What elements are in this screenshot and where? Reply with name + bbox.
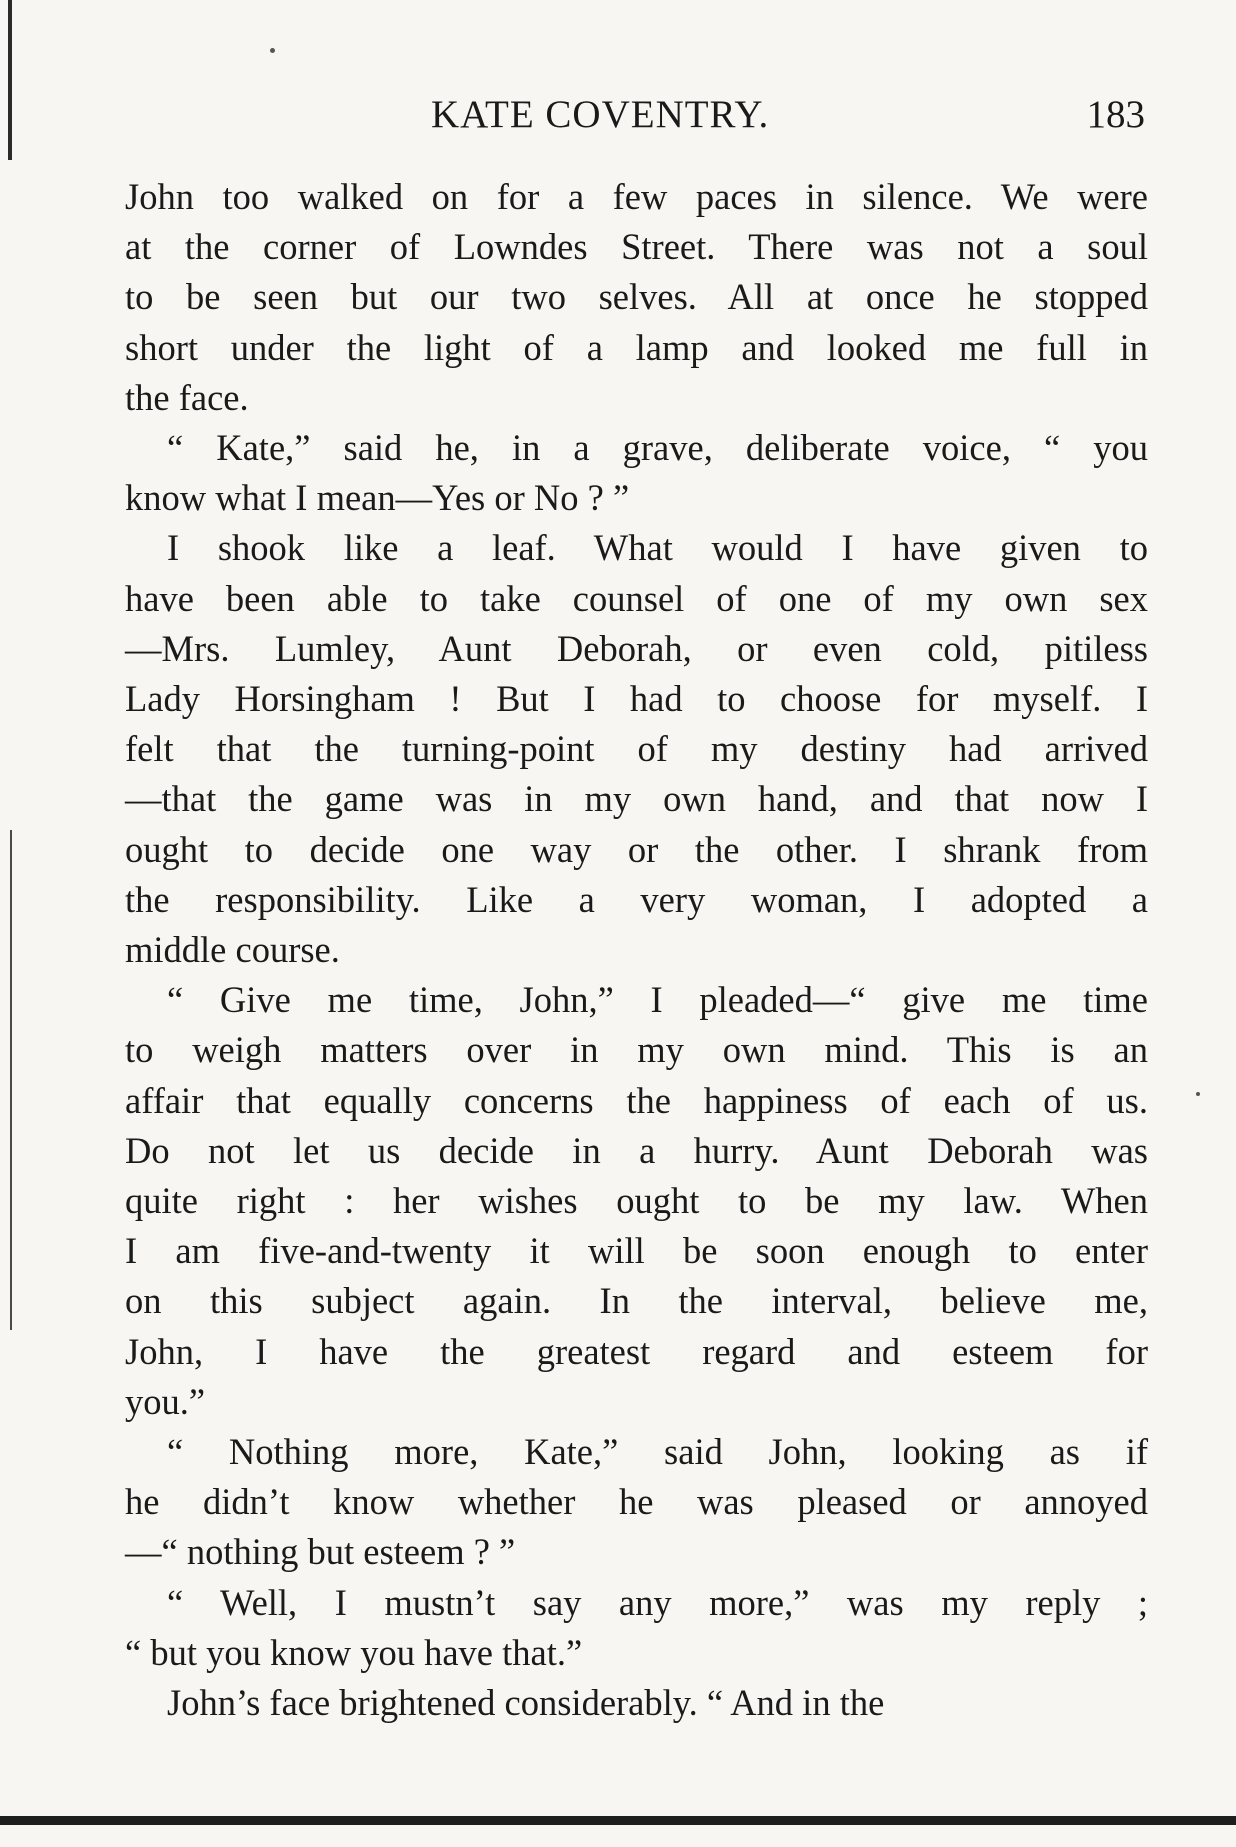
text-line: you.” xyxy=(125,1380,206,1422)
page-header xyxy=(125,92,1145,138)
text-line: “ Kate,” said he, in a grave, deliberate voice, “ you xyxy=(167,427,1148,469)
print-speck xyxy=(270,48,275,53)
page-bottom-edge xyxy=(0,1816,1236,1825)
text-line: John too walked on for a few paces in silence. We were xyxy=(125,176,1148,217)
text-line: —“ nothing but esteem ? ” xyxy=(125,1531,516,1573)
page-number: 183 xyxy=(1086,93,1145,136)
text-line: have been able to take counsel of one of my own sex xyxy=(125,577,1148,619)
text-line: the face. xyxy=(125,376,249,418)
text-line: the responsibility. Like a very woman, I adopted a xyxy=(125,878,1148,920)
text-line: quite right : her wishes ought to be my law. When xyxy=(125,1180,1148,1222)
running-title: KATE COVENTRY. xyxy=(431,93,770,136)
text-line: “ Well, I mustn’t say any more,” was my reply ; xyxy=(167,1581,1148,1623)
paragraph xyxy=(125,975,1148,1427)
paragraph xyxy=(125,523,1148,975)
text-line: to weigh matters over in my own mind. This is an xyxy=(125,1029,1148,1071)
text-line: affair that equally concerns the happiness of each of us. xyxy=(125,1079,1148,1121)
paragraph xyxy=(125,1578,1148,1678)
text-line: know what I mean—Yes or No ? ” xyxy=(125,477,630,519)
text-line: middle course. xyxy=(125,929,340,971)
paragraph xyxy=(125,1678,1148,1728)
text-line: on this subject again. In the interval, believe me, xyxy=(125,1280,1148,1322)
binding-edge-mark xyxy=(8,0,12,160)
text-line: I shook like a leaf. What would I have given to xyxy=(167,527,1148,569)
text-line: —Mrs. Lumley, Aunt Deborah, or even cold, pitiless xyxy=(125,627,1148,669)
text-line: “ Nothing more, Kate,” said John, looking as if xyxy=(167,1431,1148,1473)
print-speck xyxy=(1196,1092,1200,1096)
text-line: “ but you know you have that.” xyxy=(125,1631,583,1673)
text-line: Lady Horsingham ! But I had to choose for myself. I xyxy=(125,678,1148,720)
text-line: —that the game was in my own hand, and that now I xyxy=(125,778,1148,820)
text-line: at the corner of Lowndes Street. There was not a soul xyxy=(125,226,1148,268)
paragraph xyxy=(125,423,1148,523)
body-text xyxy=(125,172,1148,1728)
text-line: John’s face brightened considerably. “ And in the xyxy=(167,1682,885,1724)
text-line: I am five-and-twenty it will be soon enough to enter xyxy=(125,1230,1148,1272)
text-line: “ Give me time, John,” I pleaded—“ give me time xyxy=(167,979,1148,1021)
text-line: John, I have the greatest regard and esteem for xyxy=(125,1330,1148,1372)
binding-edge-mark xyxy=(10,830,12,1330)
paragraph xyxy=(125,1427,1148,1578)
paragraph xyxy=(125,172,1148,423)
text-line: to be seen but our two selves. All at once he stopped xyxy=(125,276,1148,318)
text-line: he didn’t know whether he was pleased or annoyed xyxy=(125,1481,1148,1523)
text-line: felt that the turning-point of my destiny had arrived xyxy=(125,728,1148,770)
text-line: short under the light of a lamp and looked me full in xyxy=(125,326,1148,368)
text-line: Do not let us decide in a hurry. Aunt Deborah was xyxy=(125,1129,1148,1171)
text-line: ought to decide one way or the other. I shrank from xyxy=(125,828,1148,870)
